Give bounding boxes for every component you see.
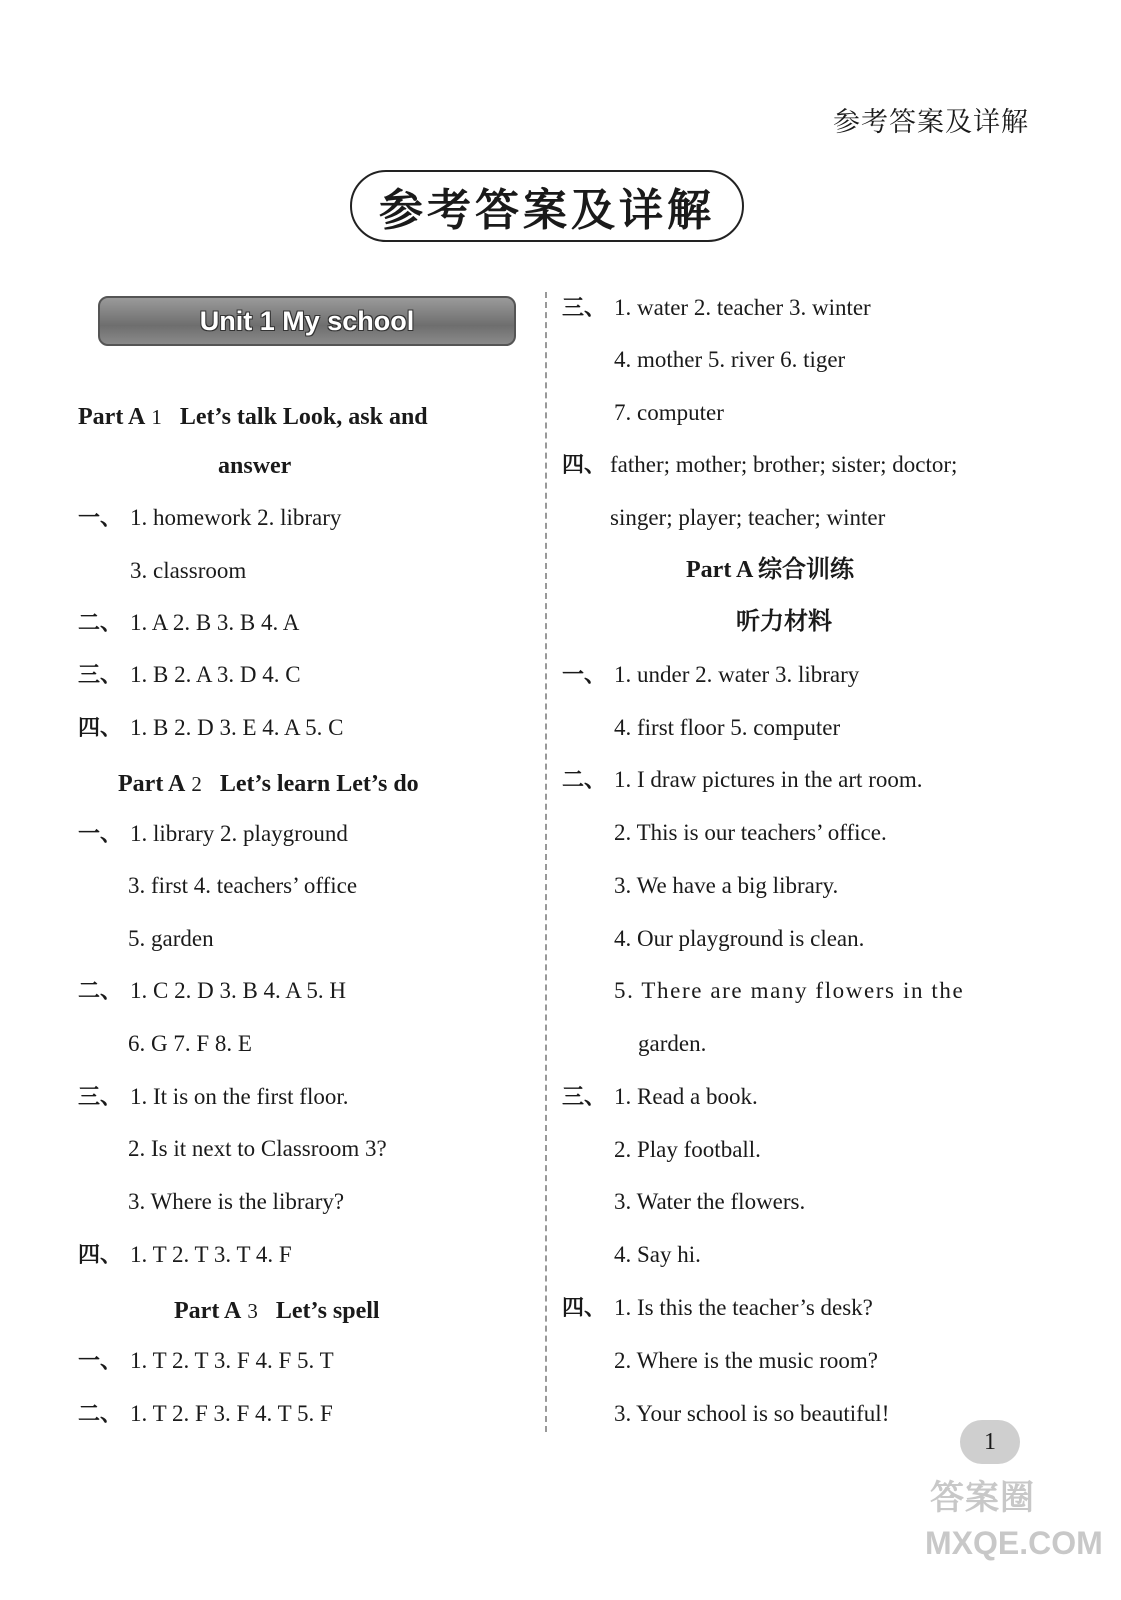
answer-line: 二、 1. I draw pictures in the art room. [562,767,923,793]
answer-line: 二、 1. C 2. D 3. B 4. A 5. H [78,978,346,1004]
unit-banner [98,296,516,346]
answer-line: 4. Our playground is clean. [614,926,865,951]
answer-line: 4. Say hi. [614,1242,701,1267]
column-divider [545,292,547,1432]
section-heading-1: Part A 1 Let’s talk Look, ask and [78,404,428,430]
answer-line: singer; player; teacher; winter [610,505,886,530]
section-heading-1-cont: answer [218,453,292,479]
page-number: 1 [960,1420,1020,1464]
section-heading-2: Part A 2 Let’s learn Let’s do [118,771,419,797]
answer-line: 3. Water the flowers. [614,1189,806,1214]
answer-line: 二、 1. A 2. B 3. B 4. A [78,610,300,636]
watermark-logo: 答案圈 [930,1479,1035,1517]
running-head: 参考答案及详解 [833,107,1029,137]
answer-line: 2. Where is the music room? [614,1348,879,1373]
answer-line: 7. computer [614,400,724,425]
page-title-frame [350,170,744,242]
answer-line: 一、 1. T 2. T 3. F 4. F 5. T [78,1348,334,1374]
answer-line: 2. Play football. [614,1137,761,1162]
unit-title: Unit 1 My school [199,305,415,336]
answer-line: 3. We have a big library. [614,873,839,898]
answer-line: 2. Is it next to Classroom 3? [128,1136,387,1161]
answer-line: 5. garden [128,926,214,951]
answer-line: 四、 father; mother; brother; sister; doctor; [562,452,958,478]
section-heading-3: Part A 3 Let’s spell [174,1298,380,1324]
answer-line: 三、 1. Read a book. [562,1084,758,1110]
answer-line: 四、 1. B 2. D 3. E 4. A 5. C [78,715,344,741]
answer-line: 四、 1. T 2. T 3. T 4. F [78,1242,292,1268]
answer-line: 3. Where is the library? [128,1189,345,1214]
answer-line: 3. Your school is so beautiful! [614,1401,890,1426]
answer-line: garden. [638,1031,707,1056]
answer-line: 三、 1. It is on the first floor. [78,1084,349,1110]
answer-line: 二、 1. T 2. F 3. F 4. T 5. F [78,1401,333,1427]
answer-line: 三、 1. water 2. teacher 3. winter [562,295,871,321]
page-title: 参考答案及详解 [379,186,715,235]
answer-line: 四、 1. Is this the teacher’s desk? [562,1295,873,1321]
answer-line: 6. G 7. F 8. E [128,1031,252,1056]
answer-line: 5. There are many flowers in the [614,978,965,1003]
answer-line: 一、 1. under 2. water 3. library [562,662,860,688]
answer-line: 3. classroom [130,558,247,583]
answer-line: 2. This is our teachers’ office. [614,820,887,845]
section-heading-4: Part A 综合训练 [686,557,854,583]
answer-line: 4. mother 5. river 6. tiger [614,347,846,372]
section-heading-5: 听力材料 [736,609,832,635]
answer-line: 3. first 4. teachers’ office [128,873,358,898]
answer-line: 三、 1. B 2. A 3. D 4. C [78,662,301,688]
answer-line: 4. first floor 5. computer [614,715,841,740]
answer-line: 一、 1. library 2. playground [78,821,348,847]
watermark-url: MXQE.COM [925,1525,1103,1561]
answer-line: 一、 1. homework 2. library [78,505,342,531]
